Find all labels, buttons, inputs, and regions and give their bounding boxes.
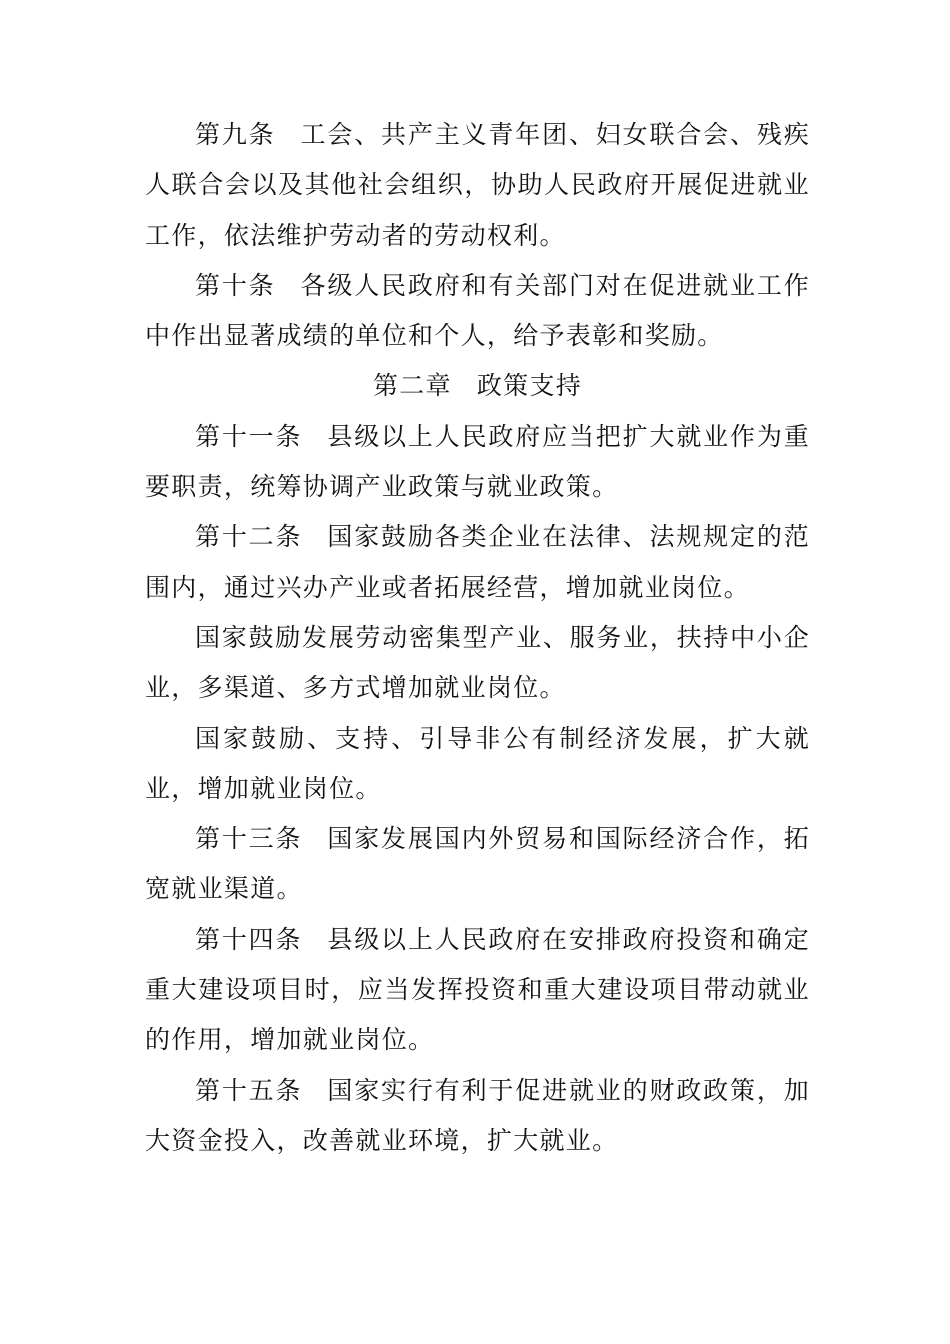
article-text: 国家鼓励各类企业在法律、法规规定的范围内，通过兴办产业或者拓展经营，增加就业岗位。 bbox=[145, 522, 810, 602]
paragraph-text: 国家鼓励、支持、引导非公有制经济发展，扩大就业，增加就业岗位。 bbox=[145, 723, 810, 803]
article-13 bbox=[145, 814, 810, 915]
chapter-number: 第二章 bbox=[372, 371, 452, 401]
paragraph-text: 国家鼓励发展劳动密集型产业、服务业，扶持中小企业，多渠道、多方式增加就业岗位。 bbox=[145, 622, 810, 703]
article-12 bbox=[145, 512, 810, 613]
article-10 bbox=[145, 261, 810, 362]
article-12-paragraph-3 bbox=[145, 714, 810, 815]
article-15 bbox=[145, 1066, 810, 1167]
document-body bbox=[145, 110, 810, 1166]
chapter-title: 政策支持 bbox=[476, 371, 583, 401]
article-14 bbox=[145, 915, 810, 1066]
article-text: 县级以上人民政府应当把扩大就业作为重要职责，统筹协调产业政策与就业政策。 bbox=[145, 421, 810, 502]
article-12-paragraph-2 bbox=[145, 613, 810, 714]
article-text: 工会、共产主义青年团、妇女联合会、残疾人联合会以及其他社会组织，协助人民政府开展促进就业工作，依法维护劳动者的劳动权利。 bbox=[145, 120, 810, 250]
article-number: 第十条 bbox=[195, 270, 276, 300]
article-text: 国家实行有利于促进就业的财政政策，加大资金投入，改善就业环境，扩大就业。 bbox=[145, 1075, 810, 1155]
article-number: 第十五条 bbox=[195, 1075, 303, 1105]
article-11 bbox=[145, 412, 810, 513]
article-number: 第十三条 bbox=[195, 824, 303, 854]
article-number: 第九条 bbox=[195, 120, 276, 149]
article-number: 第十二条 bbox=[195, 522, 303, 552]
chapter-heading bbox=[145, 361, 810, 411]
article-text: 各级人民政府和有关部门对在促进就业工作中作出显著成绩的单位和个人，给予表彰和奖励。 bbox=[145, 270, 810, 351]
article-number: 第十四条 bbox=[195, 924, 303, 954]
article-text: 县级以上人民政府在安排政府投资和确定重大建设项目时，应当发挥投资和重大建设项目带动就业的作用，增加就业岗位。 bbox=[145, 924, 810, 1055]
article-text: 国家发展国内外贸易和国际经济合作，拓宽就业渠道。 bbox=[145, 824, 810, 904]
article-9 bbox=[145, 110, 810, 261]
article-number: 第十一条 bbox=[195, 421, 303, 451]
